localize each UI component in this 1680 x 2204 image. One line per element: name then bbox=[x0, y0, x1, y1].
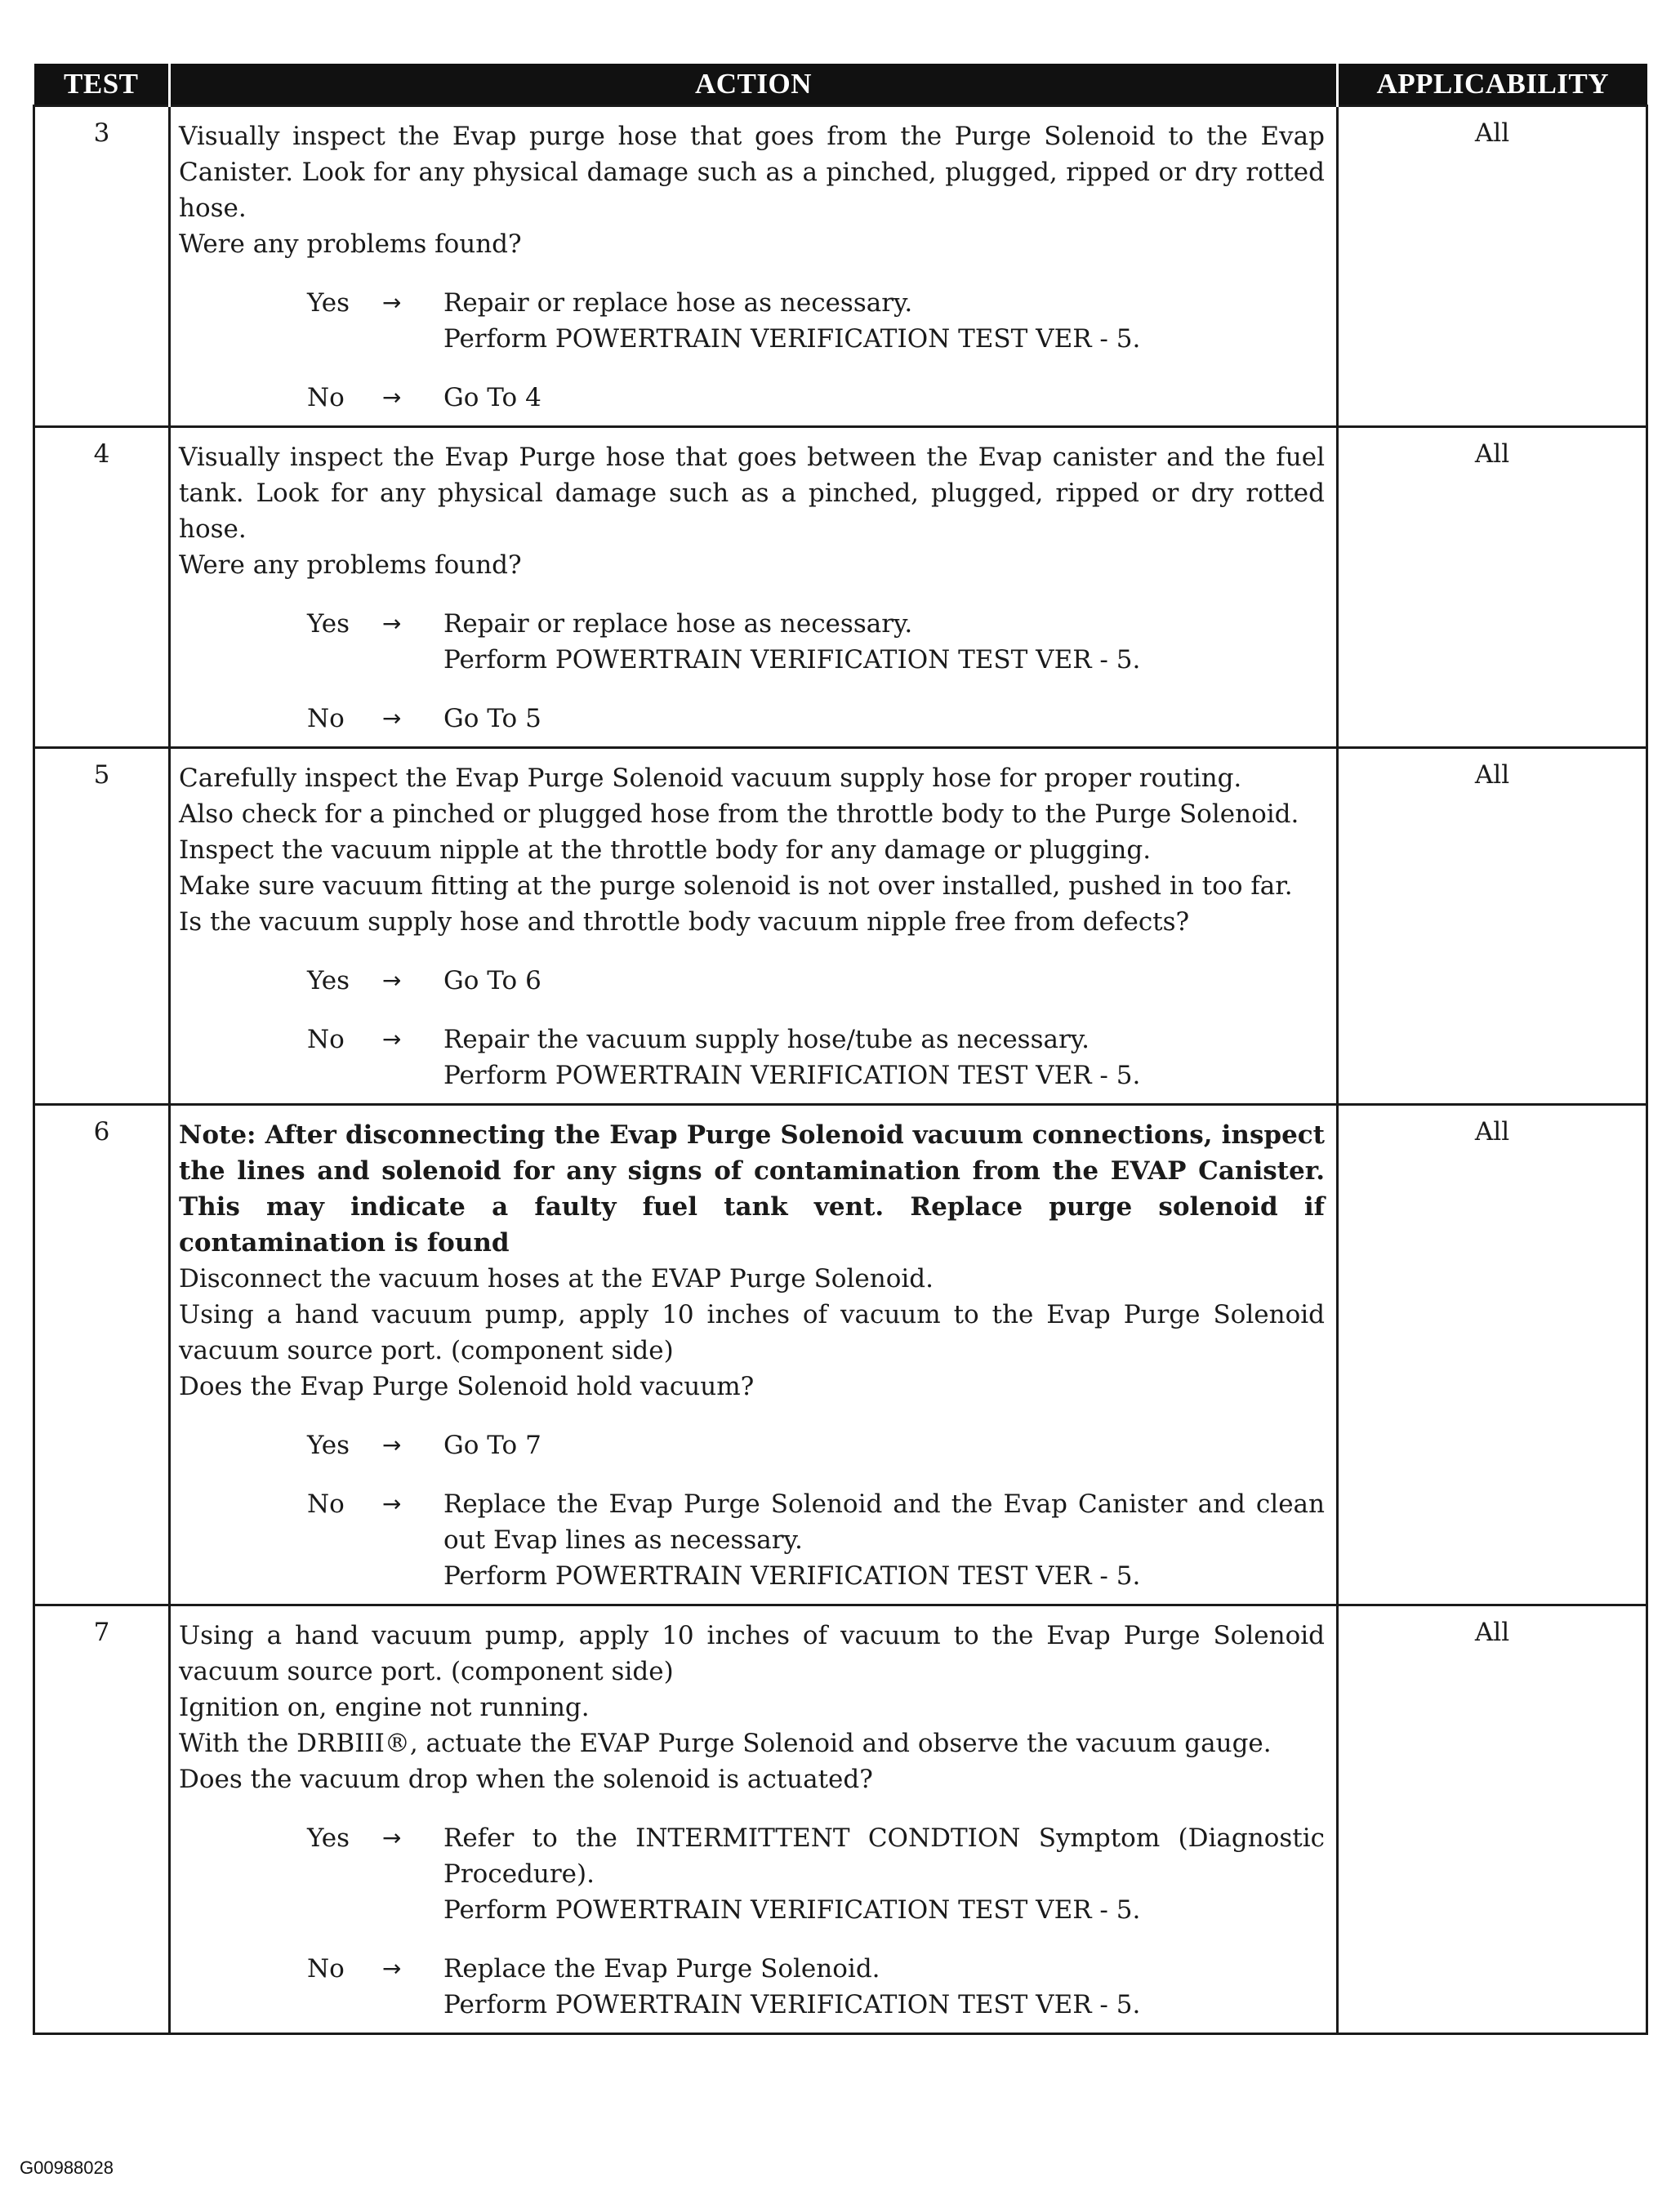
action-paragraph: Ignition on, engine not running. bbox=[179, 1693, 590, 1722]
applicability-value: All bbox=[1338, 1105, 1647, 1605]
outcome-line: Repair the vacuum supply hose/tube as necessary. bbox=[443, 1025, 1090, 1054]
outcome-label: No bbox=[307, 1489, 345, 1519]
table-row bbox=[34, 427, 1647, 748]
table-row bbox=[34, 748, 1647, 1105]
action-paragraph: Using a hand vacuum pump, apply 10 inches of vacuum to the Evap Purge Solenoid vacuum source port. (component side) bbox=[179, 1300, 1325, 1365]
action-paragraph: Visually inspect the Evap Purge hose that goes between the Evap canister and the fuel tank. Look for any physical damage such as a pinched, plugged, ripped or dry rotted hose. bbox=[179, 443, 1325, 544]
figure-code: G00988028 bbox=[20, 2157, 114, 2178]
outcome-text bbox=[443, 1427, 1325, 1463]
arrow-right-icon: → bbox=[382, 705, 402, 732]
arrow-right-icon: → bbox=[382, 1490, 402, 1517]
outcome-yes bbox=[179, 1820, 1325, 1928]
outcome-text bbox=[443, 1951, 1325, 2023]
applicability-value: All bbox=[1338, 427, 1647, 748]
outcome-line: Go To 5 bbox=[443, 704, 541, 733]
action-paragraph: With the DRBIII®, actuate the EVAP Purge Solenoid and observe the vacuum gauge. bbox=[179, 1729, 1272, 1758]
table-row bbox=[34, 1605, 1647, 2034]
outcome-text bbox=[443, 701, 1325, 737]
applicability-value: All bbox=[1338, 106, 1647, 427]
action-cell bbox=[170, 1605, 1338, 2034]
outcome-line: Go To 7 bbox=[443, 1431, 541, 1460]
test-number: 6 bbox=[34, 1105, 170, 1605]
outcome-label: No bbox=[307, 704, 345, 733]
outcome-yes bbox=[179, 963, 1325, 999]
outcome-no bbox=[179, 1951, 1325, 2023]
table-header-row bbox=[34, 64, 1647, 106]
applicability-value: All bbox=[1338, 1605, 1647, 2034]
header-test: TEST bbox=[34, 64, 170, 106]
outcome-line: Perform POWERTRAIN VERIFICATION TEST VER - 5. bbox=[443, 1061, 1141, 1090]
outcome-text bbox=[443, 606, 1325, 678]
action-paragraph: Carefully inspect the Evap Purge Solenoid vacuum supply hose for proper routing. bbox=[179, 764, 1242, 793]
test-number: 3 bbox=[34, 106, 170, 427]
outcome-line: Refer to the INTERMITTENT CONDTION Symptom (Diagnostic Procedure). bbox=[443, 1823, 1325, 1889]
test-number: 5 bbox=[34, 748, 170, 1105]
outcome-line: Repair or replace hose as necessary. bbox=[443, 288, 913, 318]
outcome-yes bbox=[179, 1427, 1325, 1463]
outcome-label: No bbox=[307, 383, 345, 412]
outcome-label: Yes bbox=[307, 609, 350, 639]
outcome-no bbox=[179, 701, 1325, 737]
arrow-right-icon: → bbox=[382, 289, 402, 316]
table-row bbox=[34, 106, 1647, 427]
outcome-line: Replace the Evap Purge Solenoid and the Evap Canister and clean out Evap lines as necessary. bbox=[443, 1489, 1325, 1555]
diagnostic-table-container bbox=[33, 64, 1646, 2035]
outcome-label: No bbox=[307, 1025, 345, 1054]
outcome-text bbox=[443, 380, 1325, 416]
action-paragraph: Is the vacuum supply hose and throttle body vacuum nipple free from defects? bbox=[179, 907, 1190, 937]
outcome-label: Yes bbox=[307, 1823, 350, 1853]
outcome-yes bbox=[179, 285, 1325, 357]
action-cell bbox=[170, 427, 1338, 748]
action-paragraph: Visually inspect the Evap purge hose that goes from the Purge Solenoid to the Evap Canister. Look for any physical damage such as a pinched, plugged, ripped or dry rotted hose. bbox=[179, 122, 1325, 223]
outcome-label: Yes bbox=[307, 1431, 350, 1460]
outcome-line: Perform POWERTRAIN VERIFICATION TEST VER - 5. bbox=[443, 1561, 1141, 1591]
outcome-text bbox=[443, 1022, 1325, 1093]
arrow-right-icon: → bbox=[382, 610, 402, 637]
outcome-line: Perform POWERTRAIN VERIFICATION TEST VER - 5. bbox=[443, 324, 1141, 354]
table-row bbox=[34, 1105, 1647, 1605]
action-paragraph: Inspect the vacuum nipple at the throttle body for any damage or plugging. bbox=[179, 835, 1152, 865]
outcome-label: No bbox=[307, 1954, 345, 1984]
action-cell bbox=[170, 106, 1338, 427]
action-paragraph: Were any problems found? bbox=[179, 229, 522, 259]
outcome-no bbox=[179, 1022, 1325, 1093]
applicability-value: All bbox=[1338, 748, 1647, 1105]
action-paragraph: Were any problems found? bbox=[179, 550, 522, 580]
outcome-text bbox=[443, 963, 1325, 999]
arrow-right-icon: → bbox=[382, 1026, 402, 1053]
arrow-right-icon: → bbox=[382, 1431, 402, 1458]
outcome-line: Replace the Evap Purge Solenoid. bbox=[443, 1954, 880, 1984]
table-body bbox=[34, 106, 1647, 2034]
outcome-label: Yes bbox=[307, 966, 350, 995]
header-applicability: APPLICABILITY bbox=[1338, 64, 1647, 106]
action-paragraph: Make sure vacuum fitting at the purge solenoid is not over installed, pushed in too far. bbox=[179, 871, 1293, 901]
arrow-right-icon: → bbox=[382, 1955, 402, 1982]
action-cell bbox=[170, 748, 1338, 1105]
outcome-line: Go To 4 bbox=[443, 383, 541, 412]
outcome-label: Yes bbox=[307, 288, 350, 318]
test-number: 7 bbox=[34, 1605, 170, 2034]
action-paragraph: Using a hand vacuum pump, apply 10 inches of vacuum to the Evap Purge Solenoid vacuum source port. (component side) bbox=[179, 1621, 1325, 1686]
action-paragraph: Disconnect the vacuum hoses at the EVAP Purge Solenoid. bbox=[179, 1264, 934, 1293]
note-paragraph: Note: After disconnecting the Evap Purge Solenoid vacuum connections, inspect the lines and solenoid for any signs of contamination from the EVAP Canister. This may indicate a faulty fuel tank vent. Replace purge solenoid if contamination is found bbox=[179, 1120, 1325, 1258]
diagnostic-test-table bbox=[33, 64, 1648, 2035]
outcome-no bbox=[179, 1486, 1325, 1594]
action-paragraph: Also check for a pinched or plugged hose from the throttle body to the Purge Solenoid. bbox=[179, 799, 1299, 829]
outcome-no bbox=[179, 380, 1325, 416]
outcome-line: Perform POWERTRAIN VERIFICATION TEST VER - 5. bbox=[443, 645, 1141, 675]
outcome-line: Repair or replace hose as necessary. bbox=[443, 609, 913, 639]
arrow-right-icon: → bbox=[382, 1824, 402, 1851]
outcome-text bbox=[443, 285, 1325, 357]
header-action: ACTION bbox=[170, 64, 1338, 106]
outcome-text bbox=[443, 1820, 1325, 1928]
action-paragraph: Does the Evap Purge Solenoid hold vacuum? bbox=[179, 1372, 755, 1401]
outcome-text bbox=[443, 1486, 1325, 1594]
outcome-line: Perform POWERTRAIN VERIFICATION TEST VER - 5. bbox=[443, 1895, 1141, 1925]
test-number: 4 bbox=[34, 427, 170, 748]
outcome-line: Perform POWERTRAIN VERIFICATION TEST VER - 5. bbox=[443, 1990, 1141, 2019]
arrow-right-icon: → bbox=[382, 384, 402, 411]
action-cell bbox=[170, 1105, 1338, 1605]
arrow-right-icon: → bbox=[382, 967, 402, 994]
action-paragraph: Does the vacuum drop when the solenoid is actuated? bbox=[179, 1765, 873, 1794]
outcome-line: Go To 6 bbox=[443, 966, 541, 995]
outcome-yes bbox=[179, 606, 1325, 678]
